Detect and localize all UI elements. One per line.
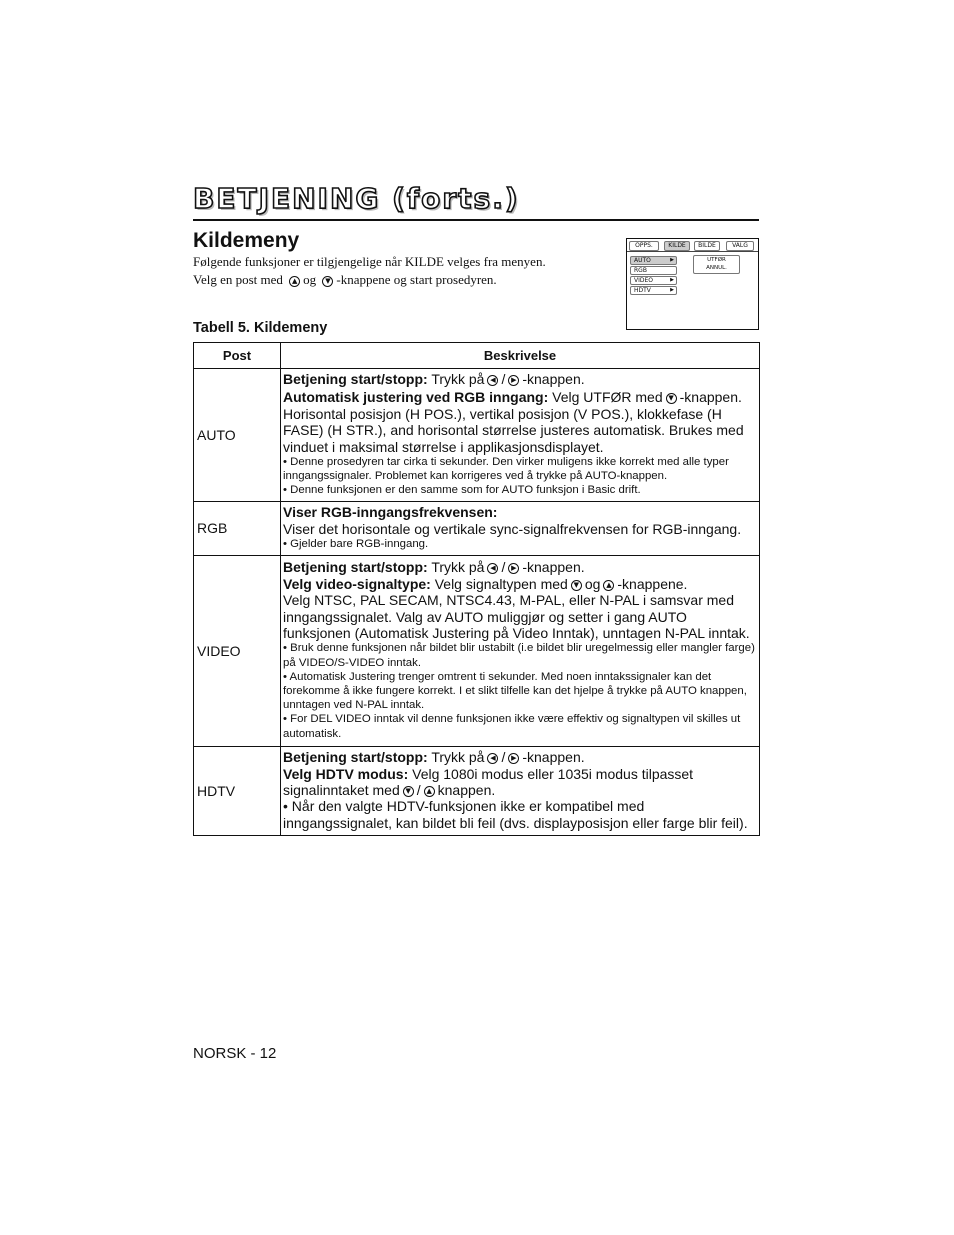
table-caption: Tabell 5. Kildemeny [193,320,328,336]
table-row-video [194,555,760,746]
table-row-rgb [194,501,760,555]
desc-text: / [501,371,506,387]
desc-paragraph: Horisontal posisjon (H POS.), vertikal posisjon (V POS.), klokkefase (H FASE) (H STR.), and horisontal størrelse justeres automatisk. Brukes med vinduet i maksimal størrelse i applikasjonsdisplayet. [283,405,744,455]
desc-paragraph: Velg NTSC, PAL SECAM, NTSC4.43, M-PAL, eller N-PAL i samsvar med inngangssignalet. Valg av AUTO muliggjør og setter i gang AUTO funksjonen (Automatisk Justering på Video Inntak), unntagen N-PAL inntak. [283,592,750,642]
desc-bold: Viser RGB-inngangsfrekvensen: [283,504,498,521]
menu-items [630,256,677,296]
cell-post: VIDEO [194,555,281,746]
desc-text: -knappene. [617,575,688,592]
right-button-icon: ▶ [508,753,519,764]
page-footer: NORSK - 12 [193,1045,277,1062]
desc-text: knappen. [437,781,496,798]
cell-post: AUTO [194,369,281,502]
desc-text: og [584,575,601,592]
desc-text: Velg 1080i modus eller 1035i modus tilpasset [412,765,694,782]
section-heading: Kildemeny [193,229,300,252]
desc-text: Viser det horisontale og vertikale sync-signalfrekvensen for RGB-inngang. [283,520,742,537]
desc-text: / [501,559,506,576]
right-button-icon: ▶ [508,375,519,386]
intro-text-pre: Velg en post med [193,272,283,287]
table-row-hdtv [194,746,760,835]
desc-line [283,749,757,765]
desc-note: • Denne funksjonen er den samme som for AUTO funksjon i Basic drift. [283,484,641,497]
left-button-icon: ◀ [487,753,498,764]
desc-note: • Gjelder bare RGB-inngang. [283,537,429,550]
menu-action-box [693,255,740,274]
desc-bold: Velg HDTV modus: [283,765,409,782]
desc-text: Velg UTFØR med [552,389,663,406]
desc-text: -knappen. [522,559,585,576]
menu-item-label: AUTO [634,257,651,264]
arrow-right-icon: ▶ [670,287,674,293]
desc-line [283,559,757,575]
menu-preview [626,238,759,330]
desc-text: Trykk på [431,371,485,387]
page-title: BETJENING (forts.) [193,182,520,215]
down-button-icon: ▼ [403,786,414,797]
table-header-row [194,343,760,369]
desc-line [283,782,757,798]
desc-line [283,766,757,782]
menu-item-hdtv [630,286,677,295]
down-button-icon: ▼ [666,393,677,404]
menu-tab-kilde: KILDE [664,241,690,251]
source-menu-table [193,342,760,836]
desc-bold: Betjening start/stopp: [283,749,428,766]
menu-tabs [627,239,758,252]
right-button-icon: ▶ [508,563,519,574]
desc-text: Velg signaltypen med [434,575,568,592]
menu-tab-opps: OPPS. [629,241,659,251]
up-button-icon: ▲ [424,786,435,797]
desc-note: • For DEL VIDEO inntak vil denne funksjonen ikke være effektiv og signaltypen vil skilles ut automatisk. [283,713,741,740]
menu-item-label: HDTV [634,287,651,294]
desc-text: Trykk på [431,559,485,576]
menu-item-rgb [630,266,677,275]
header-post: Post [194,343,281,369]
arrow-right-icon: ▶ [670,257,674,263]
desc-text: signalinntaket med [283,781,400,798]
down-button-icon: ▼ [322,276,333,287]
desc-bold: Velg video-signaltype: [283,575,431,592]
down-button-icon: ▼ [571,580,582,591]
arrow-right-icon: ▶ [670,277,674,283]
menu-item-label: RGB [634,267,647,274]
cell-post: RGB [194,501,281,555]
left-button-icon: ◀ [487,375,498,386]
desc-note: • Bruk denne funksjonen når bildet blir ustabilt (i.e bildet blir uregelmessig eller mangler farge) på VIDEO/S-VIDEO inntak. [283,642,755,669]
intro-text-mid: og [303,272,317,287]
desc-bold: Betjening start/stopp: [283,559,428,576]
menu-tab-valg: VALG [726,241,754,251]
desc-text: -knappen. [522,371,585,387]
cell-description [281,501,760,555]
menu-tab-bilde: BILDE [694,241,720,251]
title-rule [193,219,759,221]
desc-text: / [501,749,506,766]
desc-text: / [416,781,421,798]
up-button-icon: ▲ [289,276,300,287]
menu-item-label: VIDEO [634,277,654,284]
table-row-auto [194,369,760,502]
cell-post: HDTV [194,746,281,835]
desc-note: • Denne prosedyren tar cirka ti sekunder. Den virker muligens ikke korrekt med alle typer inngangssignaler. Problemet kan korrigeres ved å trykke på AUTO-knappen. [283,456,729,483]
desc-line [283,576,757,592]
left-button-icon: ◀ [487,563,498,574]
desc-text: Trykk på [431,749,485,766]
desc-line [283,389,757,405]
desc-bold: Automatisk justering ved RGB inngang: [283,389,549,406]
cell-description [281,369,760,502]
menu-item-auto [630,256,677,265]
header-beskrivelse: Beskrivelse [281,343,760,369]
desc-paragraph: • Når den valgte HDTV-funksjonen ikke er kompatibel med inngangssignalet, kan bildet bli feil (dvs. displayposisjon eller farge blir feil). [283,798,748,831]
desc-note: • Automatisk Justering trenger omtrent ti sekunder. Med noen inntakssignaler kan det forekomme å ikke fungere korrekt. I et slikt tilfelle kan det hjelpe å trykke på AUTO knappen, unntagen ved N-PAL inntak. [283,670,747,712]
intro-line-1: Følgende funksjoner er tilgjengelige når KILDE velges fra menyen. [193,254,546,269]
desc-line [283,371,757,387]
desc-text: -knappen. [679,389,742,406]
intro-text-post: -knappene og start prosedyren. [336,272,497,287]
menu-action-utfor: UTFØR [707,257,726,263]
menu-item-video [630,276,677,285]
menu-action-annul: ANNUL. [706,265,727,271]
up-button-icon: ▲ [603,580,614,591]
desc-bold: Betjening start/stopp: [283,371,428,387]
cell-description [281,555,760,746]
desc-text: -knappen. [522,749,585,766]
intro-line-2 [193,272,497,288]
cell-description [281,746,760,835]
